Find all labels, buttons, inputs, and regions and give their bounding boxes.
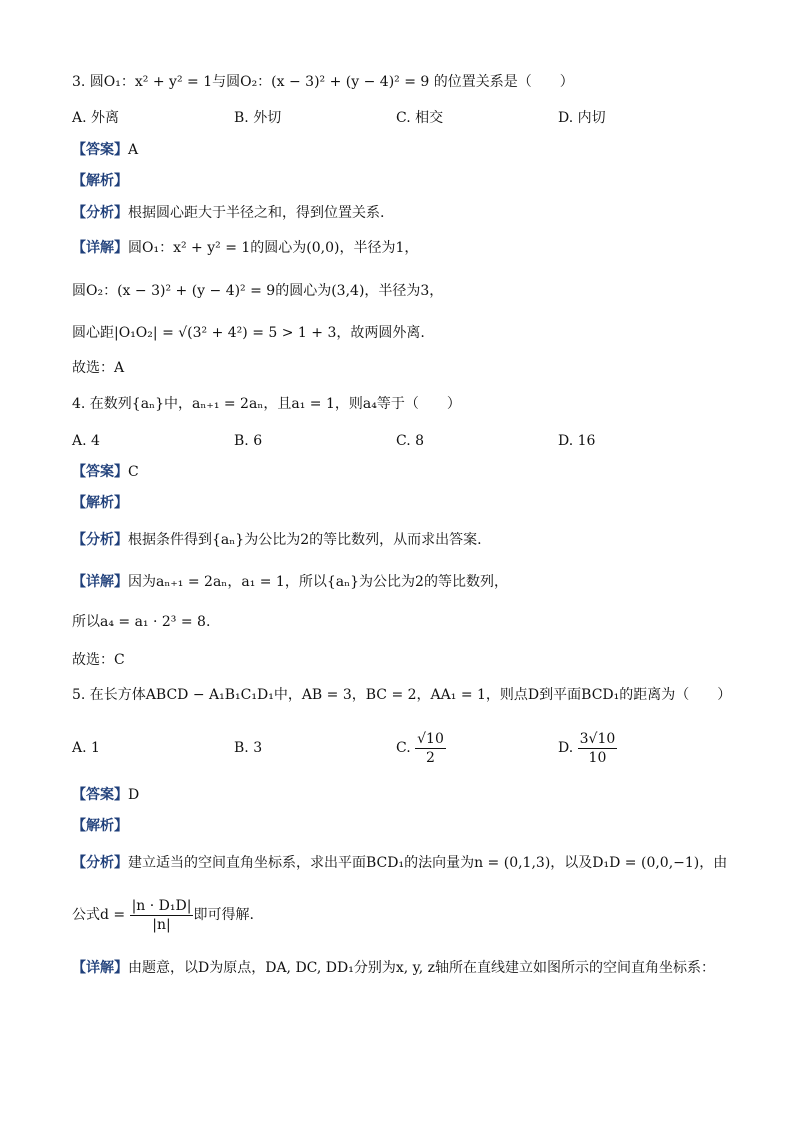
q5-option-d-numerator: 3√10	[579, 730, 616, 747]
q5-jiexi	[72, 816, 128, 836]
q3-detail-2: 圆O₂：(x − 3)² + (y − 4)² = 9的圆心为(3,4)，半径为3，	[72, 283, 444, 299]
q5-formula-fraction	[130, 897, 194, 934]
xiangjie-tag: 【详解】	[72, 960, 128, 976]
jiexi-tag: 【解析】	[72, 495, 128, 511]
q5-formula-pre: 公式d =	[72, 907, 130, 923]
q5-analysis-text: 建立适当的空间直角坐标系，求出平面BCD₁的法向量为n = (0,1,3)，以及D₁D = (0,0,−1)，由	[128, 855, 728, 871]
q5-option-d-label: D.	[558, 740, 574, 756]
q5-option-c-label: C.	[396, 740, 411, 756]
q3-stem: 3. 圆O₁：x² + y² = 1与圆O₂：(x − 3)² + (y − 4)² = 9 的位置关系是（ ）	[72, 74, 574, 90]
q4-choice: 故选：C	[72, 652, 125, 668]
q3-analysis	[72, 203, 384, 223]
q4-answer-value: C	[128, 464, 139, 480]
q5-answer	[72, 785, 139, 805]
answer-tag: 【答案】	[72, 787, 128, 803]
q5-stem: 5. 在长方体ABCD − A₁B₁C₁D₁中，AB = 3，BC = 2，AA₁ = 1，则点D到平面BCD₁的距离为（ ）	[72, 687, 732, 703]
q5-option-d-denominator: 10	[588, 749, 607, 766]
q3-jiexi	[72, 171, 128, 191]
q4-option-c: C. 8	[396, 433, 425, 449]
jiexi-tag: 【解析】	[72, 818, 128, 834]
q5-formula-numerator: |n · D₁D|	[131, 897, 192, 914]
q3-choice: 故选：A	[72, 360, 125, 376]
q3-detail-3: 圆心距|O₁O₂| = √(3² + 4²) = 5 > 1 + 3，故两圆外离.	[72, 325, 425, 341]
q4-analysis-text: 根据条件得到{aₙ}为公比为2的等比数列，从而求出答案.	[128, 532, 482, 548]
fenxi-tag: 【分析】	[72, 855, 128, 871]
jiexi-tag: 【解析】	[72, 173, 128, 189]
q3-option-c: C. 相交	[396, 110, 444, 126]
answer-tag: 【答案】	[72, 142, 128, 158]
q3-option-d: D. 内切	[558, 110, 606, 126]
q3-answer	[72, 140, 138, 160]
fenxi-tag: 【分析】	[72, 532, 128, 548]
q5-analysis	[72, 853, 727, 873]
fenxi-tag: 【分析】	[72, 205, 128, 221]
q5-formula	[72, 893, 254, 937]
q3-option-b: B. 外切	[234, 110, 282, 126]
q5-option-c-denominator: 2	[426, 749, 435, 766]
q5-detail	[72, 958, 715, 978]
q5-option-b: B. 3	[234, 740, 263, 756]
q5-option-d-fraction	[578, 730, 618, 767]
q5-detail-text: 由题意，以D为原点，DA, DC, DD₁分别为x, y, z轴所在直线建立如图所示的空间直角坐标系：	[128, 960, 715, 976]
q3-detail-1	[72, 238, 418, 258]
xiangjie-tag: 【详解】	[72, 240, 128, 256]
q5-formula-denominator: |n|	[152, 916, 171, 933]
q5-option-d	[558, 728, 617, 768]
q4-answer	[72, 462, 139, 482]
q4-analysis	[72, 530, 482, 550]
q4-jiexi	[72, 493, 128, 513]
q4-stem: 4. 在数列{aₙ}中，aₙ₊₁ = 2aₙ，且a₁ = 1，则a₄等于（ ）	[72, 396, 461, 412]
q4-detail-1	[72, 572, 508, 592]
q5-option-c-fraction	[415, 730, 446, 767]
q5-option-c	[396, 728, 446, 768]
q3-answer-value: A	[128, 142, 139, 158]
q5-option-c-numerator: √10	[417, 730, 444, 747]
q3-option-a: A. 外离	[72, 110, 120, 126]
q4-option-b: B. 6	[234, 433, 263, 449]
q5-option-a: A. 1	[72, 740, 100, 756]
q4-option-a: A. 4	[72, 433, 100, 449]
q3-detail-text-1: 圆O₁：x² + y² = 1的圆心为(0,0)，半径为1，	[128, 240, 419, 256]
q5-answer-value: D	[128, 787, 140, 803]
q5-formula-post: 即可得解.	[193, 907, 254, 923]
q4-option-d: D. 16	[558, 433, 596, 449]
q3-analysis-text: 根据圆心距大于半径之和，得到位置关系.	[128, 205, 385, 221]
xiangjie-tag: 【详解】	[72, 574, 128, 590]
q4-detail-text-1: 因为aₙ₊₁ = 2aₙ，a₁ = 1，所以{aₙ}为公比为2的等比数列，	[128, 574, 508, 590]
q4-detail-2: 所以a₄ = a₁ · 2³ = 8.	[72, 614, 211, 630]
answer-tag: 【答案】	[72, 464, 128, 480]
